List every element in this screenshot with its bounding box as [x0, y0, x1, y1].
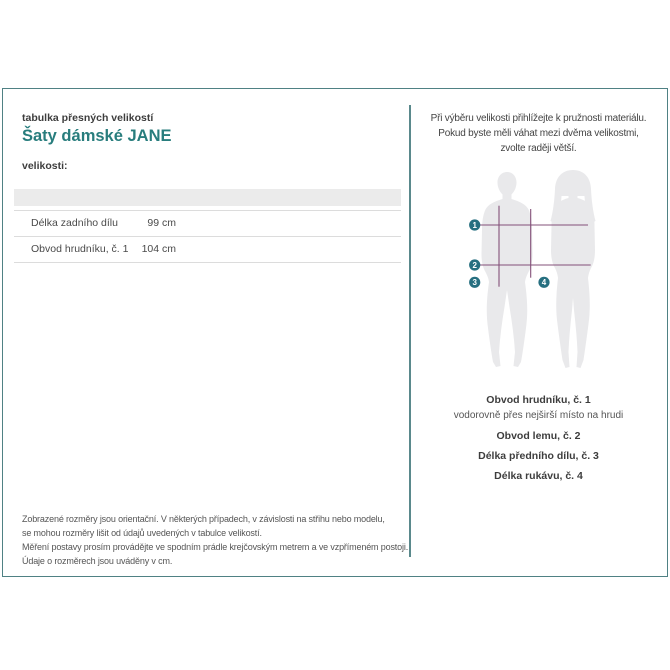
table-row — [14, 210, 401, 236]
measurement-legend-description: vodorovně přes nejširší místo na hrudi — [453, 410, 624, 421]
right-panel — [409, 89, 668, 576]
measurement-legend-label: Obvod lemu, č. 2 — [496, 430, 581, 442]
badge-1-number: 1 — [472, 220, 477, 230]
sizing-note — [409, 111, 668, 156]
badge-2 — [469, 259, 480, 270]
badge-1 — [469, 219, 480, 230]
measurement-legend-label: Obvod hrudníku, č. 1 — [486, 394, 591, 406]
measurement-legend-label: Délka rukávu, č. 4 — [494, 470, 583, 482]
table-row — [14, 236, 401, 263]
measurement-legend — [409, 392, 668, 484]
size-chart-frame — [2, 88, 668, 577]
sizes-label: velikosti: — [22, 160, 68, 172]
table-eyebrow: tabulka přesných velikostí — [22, 112, 154, 124]
badge-2-number: 2 — [472, 260, 477, 270]
badge-3 — [469, 277, 480, 288]
badge-3-number: 3 — [472, 278, 477, 288]
measurement-legend-label: Délka předního dílu, č. 3 — [478, 450, 599, 462]
disclaimer-line: Zobrazené rozměry jsou orientační. V některých případech, v závislosti na střihu nebo modelu, — [22, 514, 385, 524]
sizing-note-line: Při výběru velikosti přihlížejte k pružnosti materiálu. — [430, 113, 647, 124]
badge-4 — [538, 277, 549, 288]
measurement-row-label: Délka zadního dílu — [31, 217, 118, 229]
measurement-diagram — [449, 162, 629, 387]
measurement-row-value: 104 cm — [141, 243, 176, 255]
disclaimer-text — [22, 512, 408, 568]
male-silhouette — [482, 172, 533, 367]
product-title: Šaty dámské JANE — [22, 127, 172, 145]
size-table-header-bar — [14, 189, 401, 206]
size-table — [14, 189, 401, 263]
badge-4-number: 4 — [541, 278, 547, 288]
disclaimer-line: Měření postavy prosím provádějte ve spodním prádle krejčovským metrem a ve vzpřímeném postoji. — [22, 542, 409, 552]
left-panel — [3, 89, 409, 576]
measurement-row-label: Obvod hrudníku, č. 1 — [31, 243, 129, 255]
disclaimer-line: se mohou rozměry lišit od údajů uvedených v tabulce velikostí. — [22, 528, 262, 538]
sizing-note-line: Pokud byste měli váhat mezi dvěma velikostmi, — [438, 128, 639, 139]
measurement-row-value: 99 cm — [147, 217, 176, 229]
disclaimer-line: Údaje o rozměrech jsou uváděny v cm. — [22, 556, 173, 566]
sizing-note-line: zvolte raději větší. — [500, 143, 577, 154]
